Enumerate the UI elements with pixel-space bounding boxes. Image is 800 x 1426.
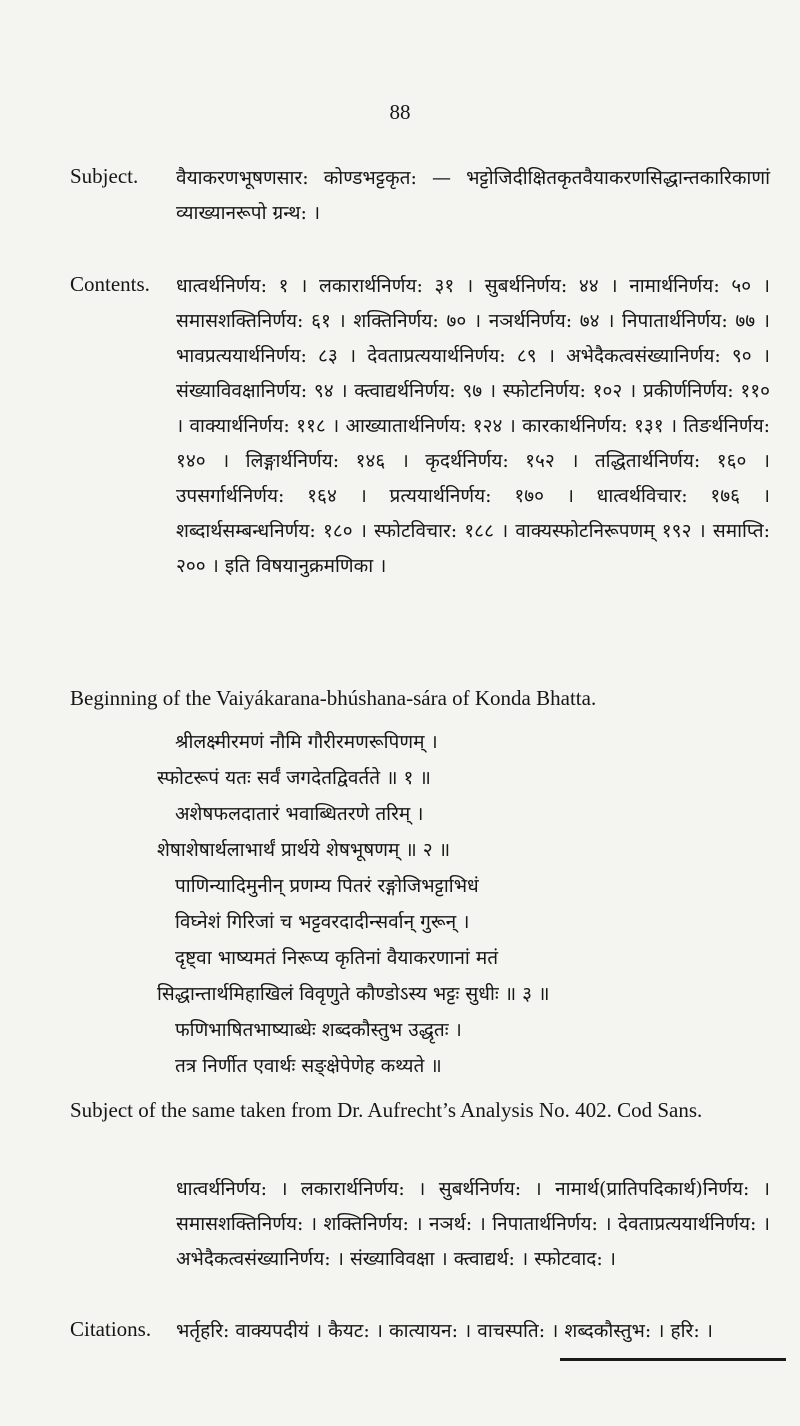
verse-line: शेषाशेषार्थलाभार्थं प्रार्थये शेषभूषणम् ॥ २ ॥ xyxy=(157,839,451,861)
section-divider xyxy=(560,1358,786,1361)
subject-section xyxy=(70,164,770,274)
aufrecht-heading: Subject of the same taken from Dr. Aufrecht’s Analysis No. 402. Cod Sans. xyxy=(70,1098,703,1122)
verse-line: श्रीलक्ष्मीरमणं नौमि गौरीरमणरूपिणम् । xyxy=(175,731,438,753)
contents-section xyxy=(70,272,770,692)
contents-text: धात्वर्थनिर्णय: १ । लकारार्थनिर्णय: ३१ । सुबर्थनिर्णय: ४४ । नामार्थनिर्णय: ५० । समासशक्तिनिर्णय: ६१ । शक्तिनिर्णय: ७० । नञर्थनिर्णय: ७४ । निपातार्थनिर्णय: ७७ । भावप्रत्ययार्थनिर्णय: ८३ । देवताप्रत्ययार्थनिर्णय: ८९ । अभेदैकत्वसंख्यानिर्णय: ९० । संख्याविवक्षानिर्णय: ९४ । क्त्वाद्यर्थनिर्णय: ९७ । स्फोटनिर्णय: १०२ । प्रकीर्णनिर्णय: ११० । वाक्यार्थनिर्णय: ११८ । आख्यातार्थनिर्णय: १२४ । कारकार्थनिर्णय: १३१ । तिङर्थनिर्णय: १४० । लिङ्गार्थनिर्णय: १४६ । कृदर्थनिर्णय: १५२ । तद्धितार्थनिर्णय: १६० । उपसर्गार्थनिर्णय: १६४ । प्रत्ययार्थनिर्णय: १७० । धात्वर्थविचार: १७६ । शब्दार्थसम्बन्धनिर्णय: १८० । स्फोटविचार: १८८ । वाक्यस्फोटनिरूपणम् १९२ । समाप्ति: २०० । इति विषयानुक्रमणिका । xyxy=(176,275,770,577)
aufrecht-text: धात्वर्थनिर्णय: । लकारार्थनिर्णय: । सुबर्थनिर्णय: । नामार्थ(प्रातिपदिकार्थ)निर्णय: । समासशक्तिनिर्णय: । शक्तिनिर्णय: । नञर्थ: । निपातार्थनिर्णय: । देवताप्रत्ययार्थनिर्णय: । अभेदैकत्वसंख्यानिर्णय: । संख्याविवक्षा । क्त्वाद्यर्थ: । स्फोटवाद: । xyxy=(176,1178,770,1270)
citations-label: Citations. xyxy=(70,1317,152,1341)
aufrecht-section xyxy=(70,1172,770,1332)
verse-line: सिद्धान्तार्थमिहाखिलं विवृणुते कौण्डोऽस्य भट्टः सुधीः ॥ ३ ॥ xyxy=(157,983,550,1005)
page-number: 88 xyxy=(389,100,411,124)
verse-line: फणिभाषितभाष्याब्धेः शब्दकौस्तुभ उद्धृतः । xyxy=(175,1019,462,1041)
verse-line: विघ्नेशं गिरिजां च भट्टवरदादीन्सर्वान् गुरून् । xyxy=(175,911,470,933)
verse-line: पाणिन्यादिमुनीन् प्रणम्य पितरं रङ्गोजिभट्टाभिधं xyxy=(175,875,479,897)
subject-label: Subject. xyxy=(70,164,139,188)
verse-line: तत्र निर्णीत एवार्थः सङ्क्षेपेणेह कथ्यते ॥ xyxy=(175,1055,442,1077)
citations-section xyxy=(70,1317,770,1357)
verse-line: दृष्ट्वा भाष्यमतं निरूप्य कृतिनां वैयाकरणानां मतं xyxy=(175,947,499,969)
verse-line: अशेषफलदातारं भवाब्धितरणे तरिम् । xyxy=(175,803,424,825)
citations-text: भर्तृहरि: वाक्यपदीयं । कैयट: । कात्यायन: । वाचस्पति: । शब्दकौस्तुभ: । हरि: । xyxy=(176,1320,713,1342)
beginning-verse xyxy=(157,724,775,1084)
verse-line: स्फोटरूपं यतः सर्वं जगदेतद्विवर्तते ॥ १ ॥ xyxy=(157,767,431,789)
contents-label: Contents. xyxy=(70,272,150,296)
subject-text: वैयाकरणभूषणसार: कोण्डभट्टकृत: — भट्टोजिदीक्षितकृतवैयाकरणसिद्धान्तकारिकाणां व्याख्यानरूपो ग्रन्थ: । xyxy=(176,167,770,224)
beginning-heading: Beginning of the Vaiyákarana-bhúshana-sára of Konda Bhatta. xyxy=(70,686,597,710)
